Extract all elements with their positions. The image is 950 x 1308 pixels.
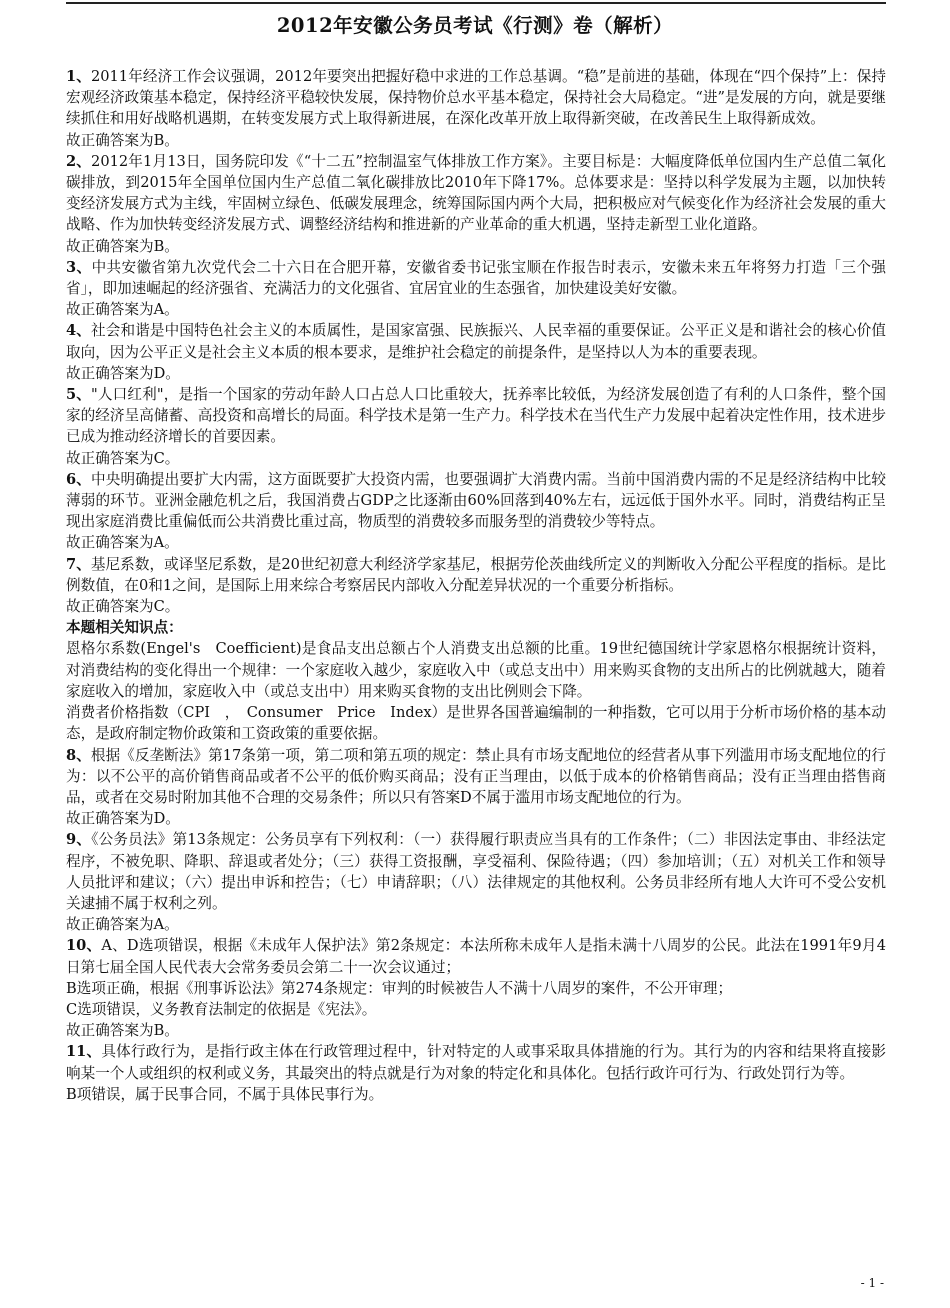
answer-line: 故正确答案为B。 (66, 237, 179, 255)
knowledge-points-heading: 本题相关知识点： (66, 619, 183, 637)
answer-line: 故正确答案为C。 (66, 449, 180, 467)
answer-line: 故正确答案为B。 (66, 131, 179, 149)
question-number: 10、 (66, 937, 102, 955)
question-number: 8、 (66, 746, 91, 764)
question-number: 2、 (66, 152, 92, 170)
question-5 (66, 384, 886, 448)
question-text: A、D选项错误，根据《未成年人保护法》第2条规定：本法所称未成年人是指未满十八周岁的公民。此法在1991年9月4日第七届全国人民代表大会常务委员会第二十一次会议通过； (66, 937, 887, 976)
question-4 (66, 320, 886, 362)
question-text: 《公务员法》第13条规定：公务员享有下列权利：（一）获得履行职责应当具有的工作条件；（二）非因法定事由、非经法定程序，不被免职、降职、辞退或者处分；（三）获得工资报酬，享受福利、保险待遇；（四）参加培训；（五）对机关工作和领导人员批评和建议；（六）提出申诉和控告；（七）申请辞职；（八）法律规定的其他权利。公务员非经所有地人大许可不受公安机关逮捕不属于权利之列。 (66, 831, 886, 912)
question-text: 根据《反垄断法》第17条第一项，第二项和第五项的规定：禁止具有市场支配地位的经营者从事下列滥用市场支配地位的行为：以不公平的高价销售商品或者不公平的低价购买商品；没有正当理由，以低于成本的价格销售商品；没有正当理由搭售商品，或者在交易时附加其他不合理的交易条件；所以只有答案D不属于滥用市场支配地位的行为。 (66, 746, 887, 806)
question-text: 具体行政行为，是指行政主体在行政管理过程中，针对特定的人或事采取具体措施的行为。其行为的内容和结果将直接影响某一个人或组织的权利或义务，其最突出的特点就是行为对象的特定化和具体化。包括行政许可行为、行政处罚行为等。 (66, 1043, 886, 1082)
option-b-explanation: B选项正确，根据《刑事诉讼法》第274条规定：审判的时候被告人不满十八周岁的案件，不公开审理； (66, 979, 733, 997)
question-number: 6、 (66, 470, 92, 488)
option-b-explanation: B项错误，属于民事合同，不属于具体民事行为。 (66, 1085, 384, 1103)
answer-line: 故正确答案为C。 (66, 598, 180, 616)
knowledge-point-engel: 恩格尔系数(Engel's Coefficient)是食品支出总额占个人消费支出总额的比重。19世纪德国统计学家恩格尔根据统计资料，对消费结构的变化得出一个规律：一个家庭收入越少，家庭收入中（或总支出中）用来购买食物的支出所占的比例就越大，随着家庭收入的增加，家庭收入中（或总支出中）用来购买食物的支出比例则会下降。 (66, 640, 886, 700)
page-number: - 1 - (860, 1276, 884, 1290)
answer-line: 故正确答案为D。 (66, 364, 180, 382)
question-9 (66, 829, 886, 914)
question-10 (66, 935, 886, 977)
question-text: 2011年经济工作会议强调，2012年要突出把握好稳中求进的工作总基调。“稳”是前进的基础，体现在“四个保持”上：保持宏观经济政策基本稳定，保持经济平稳较快发展，保持物价总水平基本稳定，保持社会大局稳定。“进”是发展的方向，就是要继续抓住和用好战略机遇期，在转变发展方式上取得新进展，在深化改革开放上取得新突破，在改善民生上取得新成效。 (66, 68, 886, 128)
question-text: "人口红利"，是指一个国家的劳动年龄人口占总人口比重较大，抚养率比较低，为经济发展创造了有利的人口条件，整个国家的经济呈高储蓄、高投资和高增长的局面。科学技术是第一生产力。科学技术在当代生产力发展中起着决定性作用，技术进步已成为推动经济增长的首要因素。 (66, 386, 886, 446)
question-text: 社会和谐是中国特色社会主义的本质属性，是国家富强、民族振兴、人民幸福的重要保证。公平正义是和谐社会的核心价值取向，因为公平正义是社会主义本质的根本要求，是维护社会稳定的前提条件，是坚持以人为本的重要表现。 (66, 322, 886, 361)
question-number: 9、 (66, 831, 92, 849)
question-text: 中共安徽省第九次党代会二十六日在合肥开幕，安徽省委书记张宝顺在作报告时表示，安徽未来五年将努力打造「三个强省」，即加速崛起的经济强省、充满活力的文化强省、宜居宜业的生态强省，加快建设美好安徽。 (66, 258, 886, 298)
answer-line: 故正确答案为B。 (66, 1022, 179, 1040)
answer-line: 故正确答案为A。 (66, 534, 179, 552)
question-text: 基尼系数，或译坚尼系数，是20世纪初意大利经济学家基尼，根据劳伦茨曲线所定义的判断收入分配公平程度的指标。是比例数值，在0和1之间，是国际上用来综合考察居民内部收入分配差异状况的一个重要分析指标。 (66, 555, 887, 594)
page-title: 2012年安徽公务员考试《行测》卷（解析） (276, 14, 674, 37)
question-8 (66, 745, 886, 809)
answer-line: 故正确答案为A。 (66, 301, 179, 319)
question-number: 5、 (66, 386, 92, 404)
question-text: 2012年1月13日，国务院印发《“十二五”控制温室气体排放工作方案》。主要目标是：大幅度降低单位国内生产总值二氧化碳排放，到2015年全国单位国内生产总值二氧化碳排放比2010年下降17%。总体要求是：坚持以科学发展为主题，以加快转变经济发展方式为主线，牢固树立绿色、低碳发展理念，统筹国际国内两个大局，把积极应对气候变化作为经济社会发展的重大战略、作为加快转变经济发展方式、调整经济结构和推进新的产业革命的重大机遇，坚持走新型工业化道路。 (66, 152, 887, 234)
question-6 (66, 469, 886, 533)
question-number: 3、 (66, 258, 92, 276)
document-body (66, 66, 886, 1105)
question-text: 中央明确提出要扩大内需，这方面既要扩大投资内需，也要强调扩大消费内需。当前中国消费内需的不足是经济结构中比较薄弱的环节。亚洲金融危机之后，我国消费占GDP之比逐渐由60%回落到40%左右，远远低于国外水平。同时，消费结构正呈现出家庭消费比重偏低而公共消费比重过高，物质型的消费较多而服务型的消费较少等特点。 (66, 470, 886, 531)
option-c-explanation: C选项错误，义务教育法制定的依据是《宪法》。 (66, 1000, 377, 1018)
question-number: 4、 (66, 322, 92, 340)
question-number: 1、 (66, 68, 91, 85)
answer-line: 故正确答案为A。 (66, 916, 179, 934)
question-1 (66, 66, 886, 130)
header-rule (66, 2, 886, 4)
question-number: 7、 (66, 555, 91, 573)
question-11 (66, 1041, 886, 1083)
question-2 (66, 151, 886, 236)
knowledge-point-cpi: 消费者价格指数（CPI ， Consumer Price Index）是世界各国普遍编制的一种指数，它可以用于分析市场价格的基本动态，是政府制定物价政策和工资政策的重要依据。 (66, 704, 886, 743)
question-7 (66, 554, 886, 596)
question-number: 11、 (66, 1043, 102, 1061)
answer-line: 故正确答案为D。 (66, 810, 180, 828)
question-3 (66, 257, 886, 299)
